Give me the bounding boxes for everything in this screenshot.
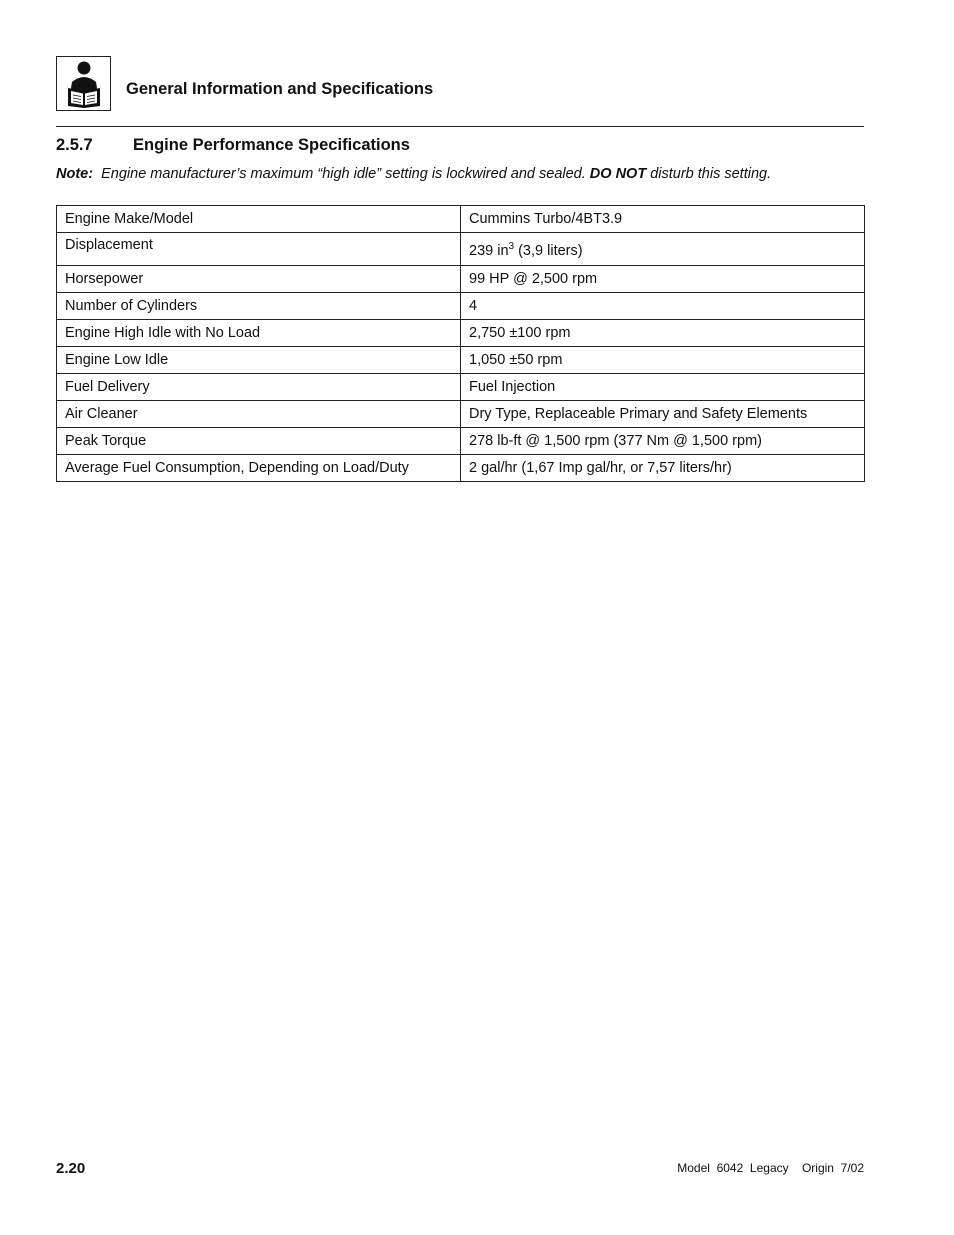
spec-value: Cummins Turbo/4BT3.9 — [461, 206, 865, 233]
spec-label: Air Cleaner — [57, 401, 461, 428]
table-row — [57, 374, 865, 401]
spec-label: Engine Make/Model — [57, 206, 461, 233]
page-number: 2.20 — [56, 1160, 86, 1177]
spec-value: 2,750 ±100 rpm — [461, 320, 865, 347]
note-text-before: Engine manufacturer’s maximum “high idle” setting is lockwired and sealed. — [101, 166, 586, 182]
header-divider — [56, 126, 864, 127]
spec-value — [461, 233, 865, 266]
note — [56, 166, 771, 182]
spec-label: Number of Cylinders — [57, 293, 461, 320]
spec-value: Fuel Injection — [461, 374, 865, 401]
note-label: Note: — [56, 166, 94, 182]
spec-label: Engine Low Idle — [57, 347, 461, 374]
engine-spec-table — [56, 205, 865, 482]
table-row — [57, 428, 865, 455]
document-info: Model 6042 Legacy Origin 7/02 — [677, 1161, 864, 1175]
person-reading-manual-icon — [62, 60, 106, 108]
spec-value-base: 239 in — [469, 243, 509, 259]
spec-label: Displacement — [57, 233, 461, 266]
spec-label: Horsepower — [57, 266, 461, 293]
section-title: Engine Performance Specifications — [133, 136, 410, 154]
spec-label: Engine High Idle with No Load — [57, 320, 461, 347]
section-number: 2.5.7 — [56, 136, 93, 154]
table-row — [57, 455, 865, 482]
header-icon-box — [56, 56, 111, 111]
spec-value: 4 — [461, 293, 865, 320]
note-text-after: disturb this setting. — [650, 166, 772, 182]
table-row — [57, 206, 865, 233]
table-row — [57, 320, 865, 347]
spec-value: 99 HP @ 2,500 rpm — [461, 266, 865, 293]
spec-value-rest: (3,9 liters) — [514, 243, 583, 259]
spec-label: Fuel Delivery — [57, 374, 461, 401]
table-row — [57, 347, 865, 374]
table-row — [57, 266, 865, 293]
spec-label: Peak Torque — [57, 428, 461, 455]
spec-value: 1,050 ±50 rpm — [461, 347, 865, 374]
note-emphasis: DO NOT — [589, 166, 647, 182]
spec-value: 2 gal/hr (1,67 Imp gal/hr, or 7,57 liters/hr) — [461, 455, 865, 482]
spec-label: Average Fuel Consumption, Depending on Load/Duty — [57, 455, 461, 482]
table-row — [57, 293, 865, 320]
table-row — [57, 233, 865, 266]
spec-value: Dry Type, Replaceable Primary and Safety Elements — [461, 401, 865, 428]
spec-value-sup: 3 — [508, 241, 515, 253]
table-row — [57, 401, 865, 428]
spec-value: 278 lb-ft @ 1,500 rpm (377 Nm @ 1,500 rpm) — [461, 428, 865, 455]
header-title: General Information and Specifications — [126, 80, 434, 98]
